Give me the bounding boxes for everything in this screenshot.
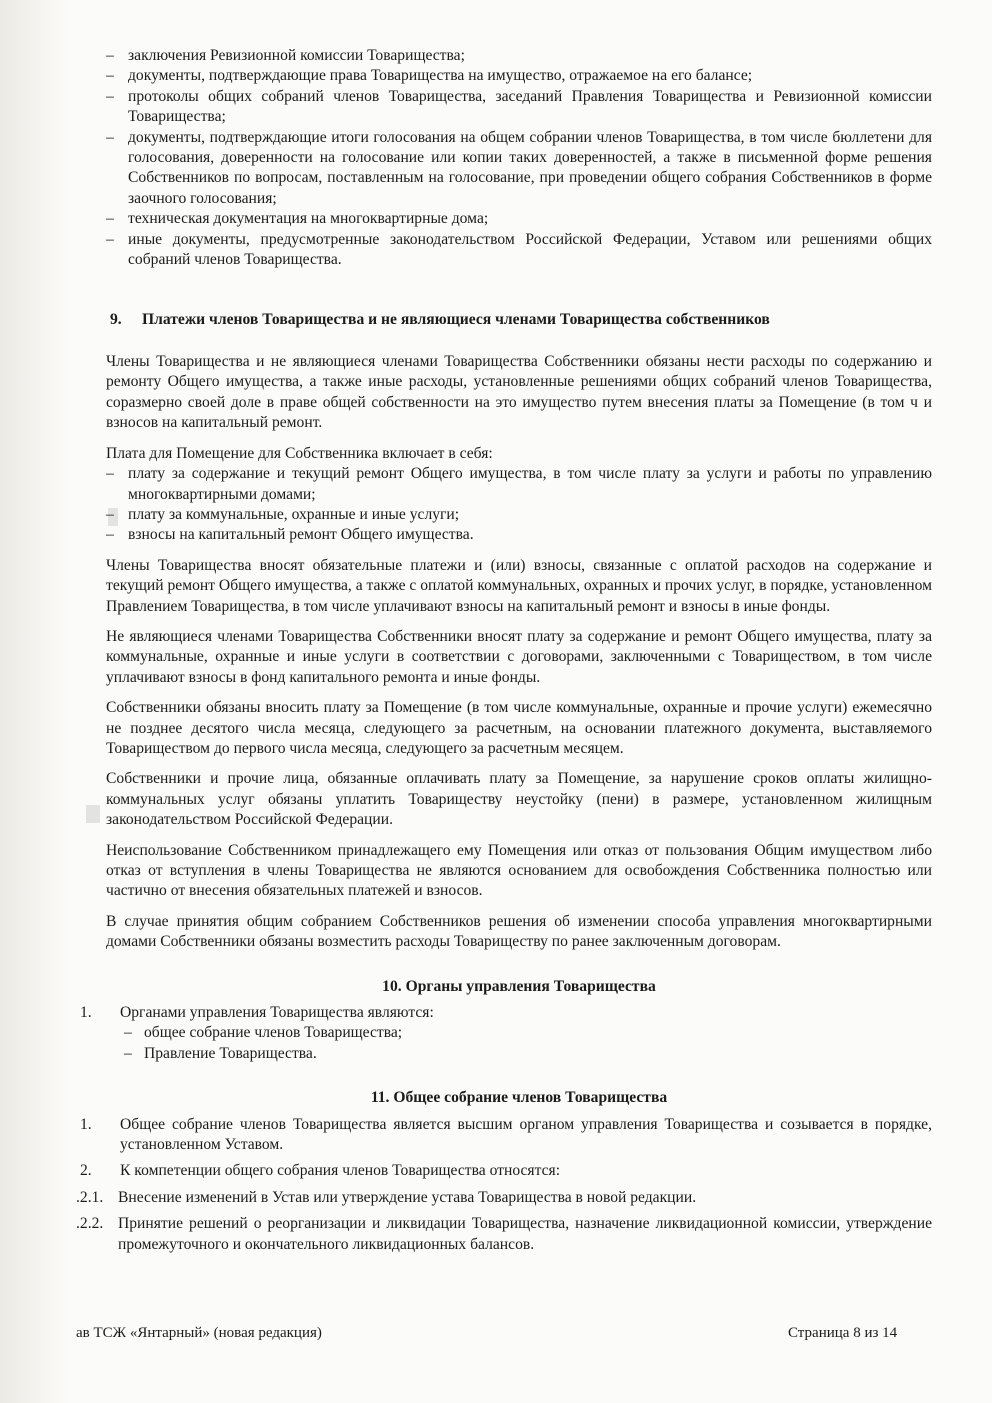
list-item: – Правление Товарищества.	[124, 1044, 317, 1062]
documents-list	[106, 46, 932, 270]
paragraph: Плата для Помещение для Собственника включает в себя:	[106, 444, 493, 462]
paragraph: Члены Товарищества вносят обязательные платежи и (или) взносы, связанные с оплатой расходов на содержание и текущий ремонт Общего имущества, а также с оплатой коммунальных, охранных и прочих услуг, в порядке, установленном Правлением Товарищества, в том числе уплачивают взносы на капитальный ремонт и взносы в иные фонды.	[106, 556, 932, 615]
section-11-heading: 11. Общее собрание членов Товарищества	[370, 1089, 668, 1107]
list-item: – техническая документация на многоквартирные дома;	[106, 210, 489, 228]
paragraph: В случае принятия общим собранием Собственников решения об изменении способа управления многоквартирными домами Собственники обязаны возместить расходы Товариществу по ранее заключенным договорам.	[106, 912, 932, 951]
payment-list	[106, 464, 932, 546]
sub-item: .2.2. Принятие решений о реорганизации и ликвидации Товарищества, назначение ликвидационной комиссии, утверждение промежуточного и окончательного ликвидационных балансов.	[76, 1215, 932, 1253]
page-body	[76, 46, 932, 1255]
list-item: – плату за коммунальные, охранные и иные услуги;	[106, 505, 460, 523]
numbered-item: 1. Общее собрание членов Товарищества является высшим органом управления Товарищества и созывается в порядке, установленном Уставом.	[80, 1115, 932, 1154]
paragraph: Собственники обязаны вносить плату за Помещение (в том числе коммунальные, охранные и прочие услуги) ежемесячно не позднее десятого числа месяца, следующего за расчетным, на основании платежного документа, выставляемого Товариществом до первого числа месяца, следующего за расчетным месяцем.	[106, 699, 932, 757]
paragraph: Неиспользование Собственником принадлежащего ему Помещения или отказ от пользования Общим имуществом либо отказ от вступления в члены Товарищества не являются основанием для освобождения Собственника полностью или частично от внесения обязательных платежей и взносов.	[106, 841, 932, 900]
section-10-heading: 10. Органы управления Товарищества	[382, 977, 656, 995]
numbered-item: 1. Органами управления Товарищества являются:	[80, 1004, 434, 1022]
list-item: – плату за содержание и текущий ремонт Общего имущества, в том числе плату за услуги и работы по управлению многоквартирными домами;	[106, 465, 932, 503]
numbered-item: 2. К компетенции общего собрания членов Товарищества относятся:	[80, 1162, 561, 1180]
list-item: – документы, подтверждающие права Товарищества на имущество, отражаемое на его балансе;	[106, 67, 753, 85]
list-item: – заключения Ревизионной комиссии Товарищества;	[106, 47, 465, 64]
footer-page-number: Страница 8 из 14	[788, 1325, 898, 1341]
section-9-heading: 9. Платежи членов Товарищества и не являющиеся членами Товарищества собственников	[110, 311, 770, 329]
list-item: – общее собрание членов Товарищества;	[124, 1024, 403, 1042]
scan-shadow	[0, 0, 70, 1403]
paragraph: Не являющиеся членами Товарищества Собственники вносят плату за содержание и ремонт Общего имущества, плату за коммунальные, охранные и иные услуги в соответствии с договорами, заключенными с Товариществом, в том числе уплачивают взносы в фонд капитального ремонта и иные фонды.	[106, 627, 932, 686]
list-item: – протоколы общих собраний членов Товарищества, заседаний Правления Товарищества и Ревизионной комиссии Товарищества;	[106, 87, 932, 126]
footer-document-title: ав ТСЖ «Янтарный» (новая редакция)	[76, 1325, 322, 1341]
list-item: – документы, подтверждающие итоги голосования на общем собрании членов Товарищества, в том числе бюллетени для голосования, доверенности на голосование или копии таких доверенностей, а также в письменной форме решения Собственников по вопросам, поставленным на голосование, при проведении общего собрания Собственников в форме заочного голосования;	[106, 128, 932, 207]
paragraph: Собственники и прочие лица, обязанные оплачивать плату за Помещение, за нарушение сроков оплаты жилищно-коммунальных услуг обязаны уплатить Товариществу неустойку (пени) в размере, установленном жилищным законодательством Российской Федерации.	[106, 770, 932, 829]
list-item: – иные документы, предусмотренные законодательством Российской Федерации, Уставом или решениями общих собраний членов Товарищества.	[106, 230, 932, 269]
scan-smudge	[86, 805, 100, 823]
paragraph: Члены Товарищества и не являющиеся членами Товарищества Собственники обязаны нести расходы по содержанию и ремонту Общего имущества, а также иные расходы, установленные решениями общих собраний членов Товарищества, соразмерно своей доле в праве общей собственности на это имущество путем внесения платы за Помещение (в том ч и взносов на капитальный ремонт.	[106, 353, 932, 432]
list-item: – взносы на капитальный ремонт Общего имущества.	[106, 526, 474, 544]
sub-item: .2.1. Внесение изменений в Устав или утверждение устава Товарищества в новой редакции.	[76, 1188, 697, 1206]
